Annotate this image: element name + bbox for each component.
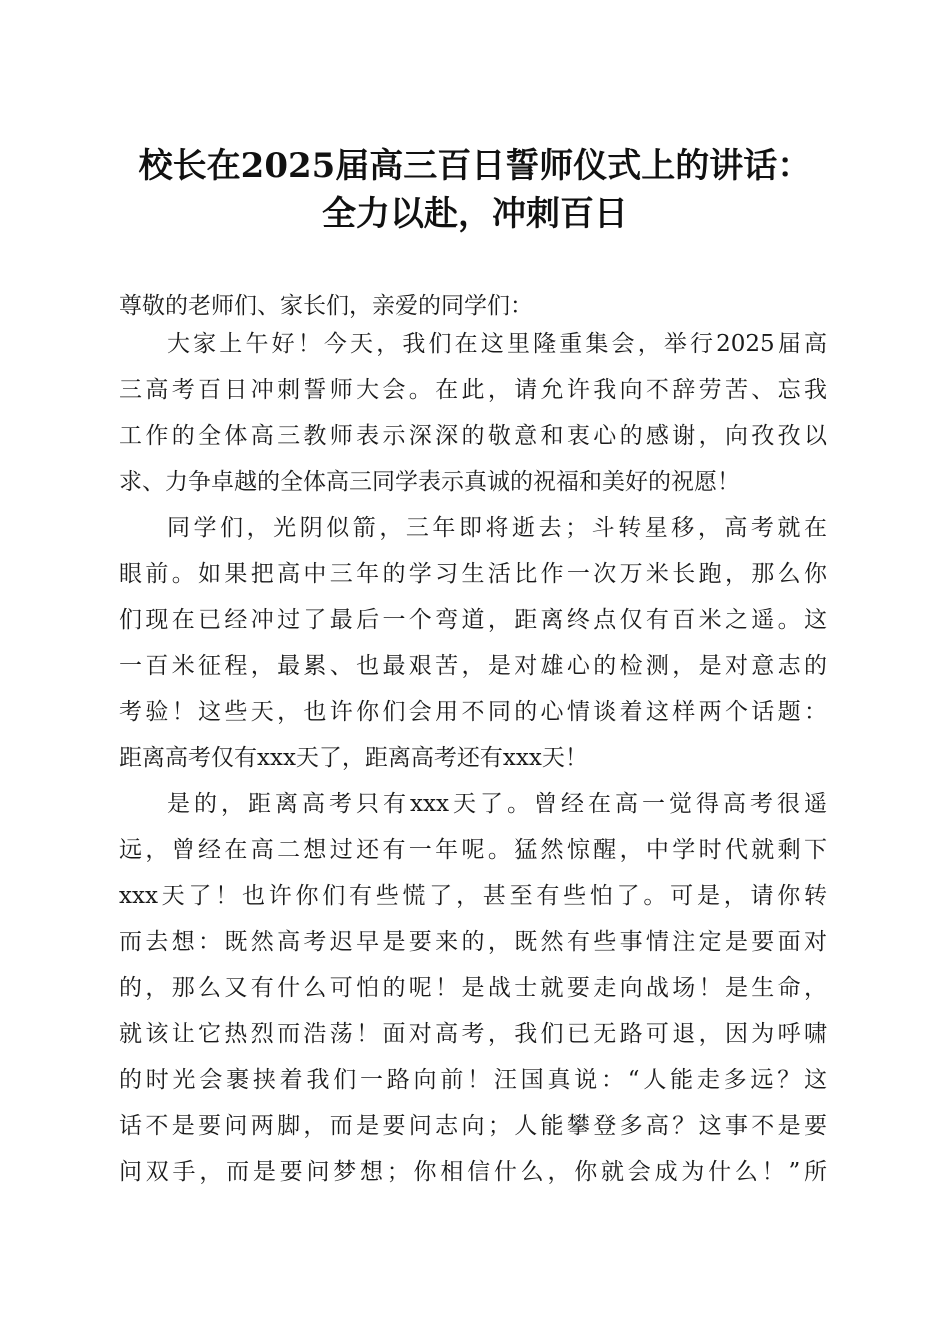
paragraph-line: 就该让它热烈而浩荡！面对高考，我们已无路可退，因为呼啸	[119, 1021, 827, 1047]
paragraph-line: 距离高考仅有xxx天了，距离高考还有xxx天！	[119, 745, 588, 771]
paragraph-3	[119, 781, 827, 1195]
paragraph-line: 工作的全体高三教师表示深深的敬意和衷心的感谢，向孜孜以	[119, 423, 827, 449]
paragraph-line: 求、力争卓越的全体高三同学表示真诚的祝福和美好的祝愿！	[119, 469, 740, 495]
paragraph-line: 们现在已经冲过了最后一个弯道，距离终点仅有百米之遥。这	[119, 607, 827, 633]
paragraph-line: 同学们，光阴似箭，三年即将逝去；斗转星移，高考就在	[167, 515, 827, 541]
document-title-line-1: 校长在2025届高三百日誓师仪式上的讲话：	[138, 146, 812, 186]
paragraph-line: 远，曾经在高二想过还有一年呢。猛然惊醒，中学时代就剩下	[119, 837, 827, 863]
paragraph-line: 话不是要问两脚，而是要问志向；人能攀登多高？这事不是要	[119, 1113, 827, 1139]
paragraph-line: 三高考百日冲刺誓师大会。在此，请允许我向不辞劳苦、忘我	[119, 377, 827, 403]
paragraph-line: xxx天了！也许你们有些慌了，甚至有些怕了。可是，请你转	[119, 883, 827, 909]
paragraph-1	[119, 321, 827, 505]
document-title-line-2: 全力以赴，冲刺百日	[322, 194, 628, 234]
paragraph-line: 的，那么又有什么可怕的呢！是战士就要走向战场！是生命，	[119, 975, 827, 1001]
paragraph-line: 的时光会裹挟着我们一路向前！汪国真说：“人能走多远？这	[119, 1067, 827, 1093]
salutation: 尊敬的老师们、家长们，亲爱的同学们：	[119, 293, 533, 319]
paragraph-2	[119, 505, 827, 781]
document-body	[119, 321, 827, 1195]
paragraph-line: 大家上午好！今天，我们在这里隆重集会，举行2025届高	[167, 331, 827, 357]
paragraph-line: 而去想：既然高考迟早是要来的，既然有些事情注定是要面对	[119, 929, 827, 955]
paragraph-line: 考验！这些天，也许你们会用不同的心情谈着这样两个话题：	[119, 699, 827, 725]
paragraph-line: 一百米征程，最累、也最艰苦，是对雄心的检测，是对意志的	[119, 653, 827, 679]
paragraph-line: 眼前。如果把高中三年的学习生活比作一次万米长跑，那么你	[119, 561, 827, 587]
paragraph-line: 是的，距离高考只有xxx天了。曾经在高一觉得高考很遥	[167, 791, 827, 817]
paragraph-line: 问双手，而是要问梦想；你相信什么，你就会成为什么！”所	[119, 1159, 827, 1185]
